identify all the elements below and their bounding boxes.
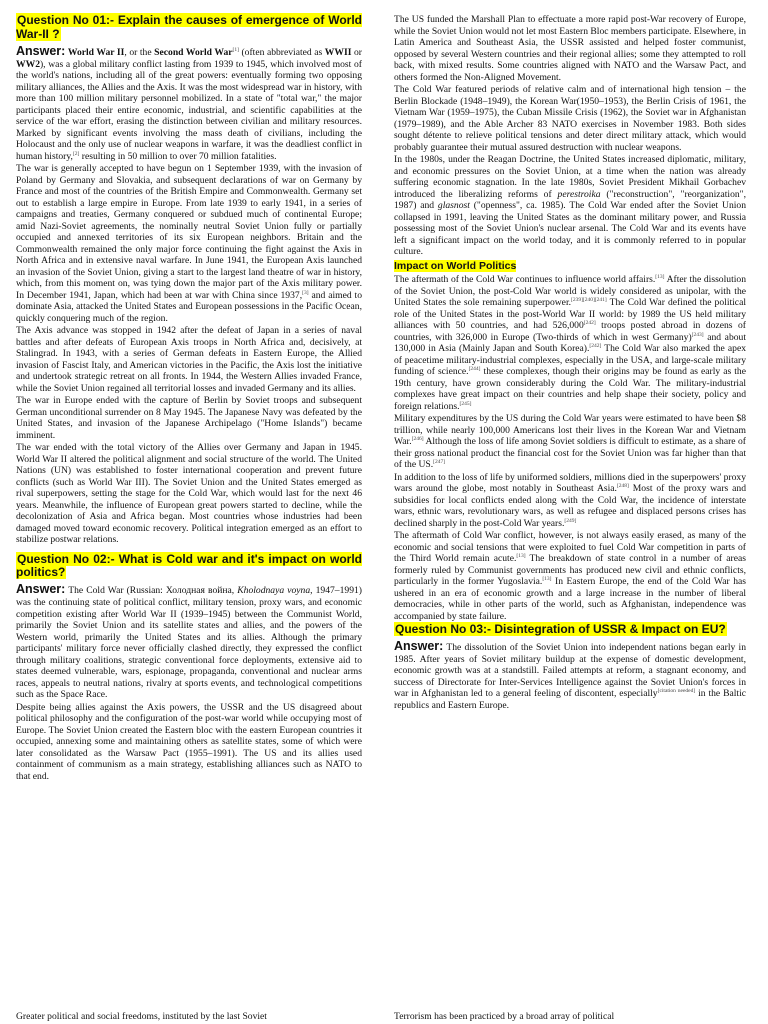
left-column <box>16 14 362 783</box>
citation-link[interactable]: [246] <box>411 435 424 442</box>
citation-link[interactable]: [239][240][241] <box>571 296 607 303</box>
question-1-heading <box>16 14 362 42</box>
citation-link[interactable]: [242] <box>589 342 602 349</box>
question-1-title: Question No 01:- Explain the causes of emergence of World War-II ? <box>16 13 362 41</box>
citation-link[interactable]: [247] <box>433 458 446 465</box>
impact-paragraph-4: The aftermath of Cold War conflict, however, is not always easily erased, as many of the economic and social tensions that were exploited to fuel Cold War competition in parts of the Third World remain acute.[13] The breakdown of state control in a number of areas formerly ruled by Communist governments has produced new civil and ethnic conflicts, particularly in the former Yugoslavia.[13] In Eastern Europe, the end of the Cold War has ushered in an era of economic growth and a large increase in the number of liberal democracies, while in other parts of the world, such as Afghanistan, independence was accompanied by state failure. <box>394 530 746 622</box>
citation-link[interactable]: [13] <box>655 273 665 280</box>
impact-paragraph-2: Military expenditures by the US during the Cold War years were estimated to have been $8 trillion, while nearly 100,000 Americans lost their lives in the Korean War and Vietnam War.[246] Although the loss of life among Soviet soldiers is difficult to estimate, as a share of their gross national product the financial cost for the Soviet Union was far higher than that of the US.[247] <box>394 413 746 471</box>
impact-heading: Impact on World Politics <box>394 259 517 272</box>
q1-paragraph-4: The war in Europe ended with the capture of Berlin by Soviet troops and subsequent German unconditional surrender on 8 May 1945. The Japanese Navy was defeated by the United States, and invasion of the Japanese Archipelago ("Home Islands") became imminent. <box>16 395 362 441</box>
answer-label: Answer: <box>16 582 66 597</box>
citation-link[interactable]: [242] <box>583 319 596 326</box>
impact-paragraph-3: In addition to the loss of life by uniformed soldiers, millions died in the superpowers' proxy wars around the globe, most notably in Southeast Asia.[248] Most of the proxy wars and subsidies for local conflicts ended along with the Cold War, the incidence of interstate wars, ethnic wars, revolutionary wars, as well as refugee and displaced persons crises has declined sharply in the post-Cold War years.[249] <box>394 471 746 529</box>
q2-paragraph-2: Despite being allies against the Axis powers, the USSR and the US disagreed about political philosophy and the configuration of the post-war world while occupying most of Europe. The Soviet Union created the Eastern bloc with the eastern European countries it occupied, annexing some and maintaining others as satellite states, some of which were later consolidated as the Warsaw Pact (1955–1991). The US and its allies used containment of communism as a main strategy, establishing alliances such as NATO to that end. <box>16 701 362 782</box>
next-page-right-line: Terrorism has been practiced by a broad array of political <box>394 1011 615 1022</box>
q2-paragraph-5: In the 1980s, under the Reagan Doctrine, the United States increased diplomatic, military, and economic pressures on the Soviet Union, at a time when the nation was already suffering economic stagnation. In the late 1980s, Soviet President Mikhail Gorbachev introduced the liberalizing reforms of perestroika ("reconstruction", "reorganization", 1987) and glasnost ("openness", ca. 1985). The Cold War ended after the Soviet Union collapsed in 1991, leaving the United States as the dominant military power, and Russia possessing most of the Soviet Union's nuclear arsenal. The Cold War and its events have left a significant impact on the world today, and it is commonly referred to in popular culture. <box>394 154 747 257</box>
q1-paragraph-1: Answer: World War II, or the Second World War[1] (often abbreviated as WWII or WW2), was a global military conflict lasting from 1939 to 1945, which involved most of the world's nations, including all of the great powers: eventually forming two opposing military alliances, the Allies and the Axis. It was the most widespread war in history, with more than 100 million military personnel mobilized. In a state of "total war," the major participants placed their entire economic, industrial, and scientific capabilities at the service of the war effort, erasing the distinction between civilian and military resources. Marked by significant events involving the mass death of civilians, including the Holocaust and the only use of nuclear weapons in warfare, it was the deadliest conflict in human history,[2] resulting in 50 million to over 70 million fatalities. <box>16 43 363 162</box>
citation-link[interactable]: [244] <box>468 365 481 372</box>
question-2-title: Question No 02:- What is Cold war and it's impact on world politics? <box>16 551 362 580</box>
citation-link[interactable]: [245] <box>459 400 472 407</box>
citation-needed[interactable]: [citation needed] <box>657 688 696 695</box>
citation-link[interactable]: [243] <box>691 331 704 338</box>
answer-label: Answer: <box>16 43 66 58</box>
citation-link[interactable]: [3] <box>302 289 309 296</box>
q2-paragraph-3: The US funded the Marshall Plan to effectuate a more rapid post-War recovery of Europe, while the Soviet Union would not let most Eastern Bloc members participate. Elsewhere, in Latin America and Southeast Asia, the USSR assisted and helped foster communist, opposed by several Western countries and their regional allies; some they attempted to roll back, with mixed results. Some countries aligned with NATO and the Warsaw Pact, and others formed the Non-Aligned Movement. <box>394 14 746 83</box>
q2-paragraph-1: Answer: The Cold War (Russian: Холодная война, Kholodnaya voyna, 1947–1991) was the continuing state of political conflict, military tension, proxy wars, and economic competition existing after World War II (1939–1945) between the Communist World, primarily the Soviet Union and its satellite states and allies, and the powers of the Western world, primarily the United States and its allies. Although the primary participants' military force never officially clashed directly, they expressed the conflict through military coalitions, strategic conventional force deployments, extensive aid to states deemed vulnerable, wars, espionage, propaganda, conventional and nuclear arms races, appeals to neutral nations, rivalry at sports events, and technological competitions such as the Space Race. <box>16 582 362 701</box>
q1-paragraph-5: The war ended with the total victory of the Allies over Germany and Japan in 1945. World War II altered the political alignment and social structure of the world. The United Nations (UN) was established to foster international cooperation and prevent future conflicts (such as World War III). The Soviet Union and the United States emerged as rival superpowers, setting the stage for the Cold War, which would last for the next 46 years. Meanwhile, the influence of European great powers started to decline, while the decolonization of Asia and Africa began. Most countries whose industries had been damaged moved toward economic recovery. Political integration emerged as an effort to stabilize postwar relations. <box>16 442 362 546</box>
citation-link[interactable]: [248] <box>616 482 629 489</box>
question-3-title: Question No 03:- Disintegration of USSR & Impact on EU? <box>395 622 726 637</box>
citation-link[interactable]: [13] <box>516 552 526 559</box>
question-3-heading <box>394 623 746 637</box>
term-world-war-ii: World War II <box>67 46 125 58</box>
q1-paragraph-3: The Axis advance was stopped in 1942 after the defeat of Japan in a series of naval battles and after defeats of European Axis troops in North Africa and, decisively, at Stalingrad. In 1943, with a series of German defeats in Eastern Europe, the Allied invasion of Fascist Italy, and American victories in the Pacific, the Axis lost the initiative and undertook strategic retreat on all fronts. In 1944, the Western Allies invaded France, while the Soviet Union regained all territorial losses and invaded Germany and its allies. <box>16 325 362 394</box>
q1-paragraph-2: The war is generally accepted to have begun on 1 September 1939, with the invasion of Poland by Germany and Slovakia, and subsequent declarations of war on Germany by France and most of the countries of the British Empire and Commonwealth. Germany set out to establish a large empire in Europe. From late 1939 to early 1941, in a series of campaigns and treaties, Germany conquered or subdued much of continental Europe; amid Nazi-Soviet agreements, the nominally neutral Soviet Union fully or partially occupied and annexed territories of its six European neighbors. Britain and the Commonwealth remained the only major force continuing the fight against the Axis in North Africa and in extensive naval warfare. In June 1941, the European Axis launched an invasion of the Soviet Union, giving a start to the largest land theatre of war in history, which, from this moment on, was tying down the major part of the Axis military power. In December 1941, Japan, which had been at war with China since 1937,[3] and aimed to dominate Asia, attacked the United States and European possessions in the Pacific Ocean, quickly conquering much of the region. <box>16 163 363 324</box>
citation-link[interactable]: [249] <box>564 517 577 524</box>
q2-paragraph-4: The Cold War featured periods of relative calm and of international high tension – the Berlin Blockade (1948–1949), the Korean War(1950–1953), the Berlin Crisis of 1961, the Vietnam War (1959–1975), the Cuban Missile Crisis (1962), the Soviet war in Afghanistan (1979–1989), and the Able Archer 83 NATO exercises in November 1983. Both sides sought détente to relieve political tensions and deter direct military attack, which would probably guarantee their mutual assured destruction with nuclear weapons. <box>394 84 746 153</box>
citation-link[interactable]: [13] <box>542 575 552 582</box>
answer-label: Answer: <box>394 638 444 653</box>
right-column <box>394 14 746 712</box>
q3-paragraph-1: Answer: The dissolution of the Soviet Union into independent nations began early in 1985. After years of Soviet military buildup at the expense of domestic development, economic growth was at a standstill. Failed attempts at reform, a stagnant economy, and success of Directorate for Inter-Services Intelligence against the Soviet Union's forces in war in Afghanistan led to a general feeling of discontent, especially[citation needed] in the Baltic republics and Eastern Europe. <box>394 638 746 711</box>
citation-link[interactable]: [2] <box>72 150 80 157</box>
citation-link[interactable]: [1] <box>232 46 239 53</box>
next-page-left-line: Greater political and social freedoms, instituted by the last Soviet <box>16 1011 267 1022</box>
impact-paragraph-1: The aftermath of the Cold War continues to influence world affairs.[13] After the dissolution of the Soviet Union, the post-Cold War world is widely considered as unipolar, with the United States the sole remaining superpower.[239][240][241] The Cold War defined the political role of the United States in the post-World War II world: by 1989 the US held military alliances with 50 countries, and had 526,000[242] troops posted abroad in dozens of countries, with 326,000 in Europe (Two-thirds of which in west Germany)[243] and about 130,000 in Asia (Mainly Japan and South Korea).[242] The Cold War also marked the apex of peacetime military-industrial complexes, especially in the USA, and large-scale military funding of science.[244] these complexes, though their origins may be found as early as the 19th century, have grown considerably during the Cold War. The military-industrial complexes have great impact on their countries and help shape their society, policy and foreign relations.[245] <box>394 273 746 412</box>
term-second-world-war: Second World War <box>154 46 233 58</box>
question-2-heading <box>16 553 362 581</box>
